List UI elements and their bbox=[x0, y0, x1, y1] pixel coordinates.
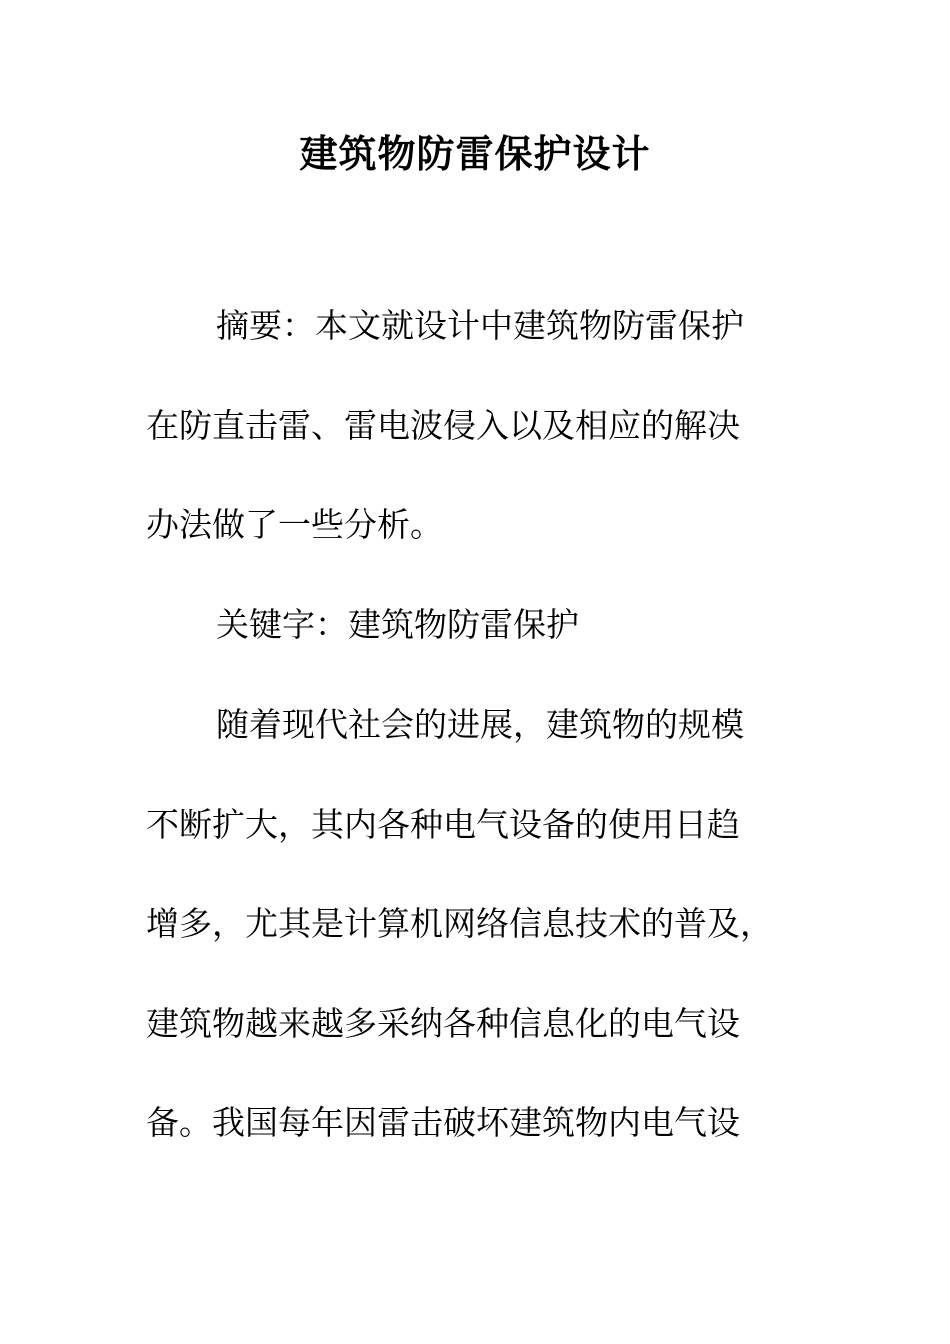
abstract-line-3: 办法做了一些分析。 bbox=[146, 505, 443, 544]
body-line-5: 备。我国每年因雷击破坏建筑物内电气设 bbox=[146, 1103, 740, 1142]
document-title: 建筑物防雷保护设计 bbox=[299, 131, 651, 176]
body-line-4: 建筑物越来越多采纳各种信息化的电气设 bbox=[146, 1004, 740, 1043]
body-line-3: 增多，尤其是计算机网络信息技术的普及， bbox=[146, 904, 773, 943]
abstract-line-2: 在防直击雷、雷电波侵入以及相应的解决 bbox=[146, 406, 740, 445]
keywords-line: 关键字：建筑物防雷保护 bbox=[216, 605, 579, 644]
body-line-1: 随着现代社会的进展，建筑物的规模 bbox=[216, 705, 744, 744]
abstract-line-1: 摘要：本文就设计中建筑物防雷保护 bbox=[216, 306, 744, 345]
body-line-2: 不断扩大，其内各种电气设备的使用日趋 bbox=[146, 805, 740, 844]
